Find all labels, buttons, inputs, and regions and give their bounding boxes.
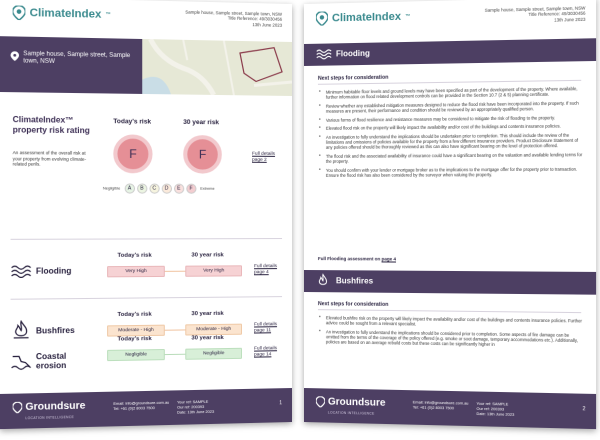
footer-refs	[177, 400, 214, 416]
location-pin-icon	[316, 11, 328, 25]
climateindex-logo	[13, 5, 111, 22]
today-risk-heading: Today's risk	[117, 335, 152, 343]
footer-email: Email: info@groundsure.com.au	[113, 400, 170, 406]
location-pin-icon	[13, 5, 26, 20]
full-assessment-link[interactable]: page 4	[381, 256, 397, 262]
scale-low-label: Negligible	[102, 186, 121, 191]
section-header-flooding	[304, 38, 596, 66]
brand-name: ClimateIndex	[29, 6, 102, 21]
risk-name: Bushfires	[35, 325, 75, 336]
next-steps-heading: Next steps for consideration	[317, 74, 389, 82]
future-risk-pill: Moderate - High	[185, 324, 242, 336]
footer-date: Date: 13th June 2023	[177, 409, 215, 415]
footer-our-ref: Our ref: 200393	[177, 404, 205, 410]
grade-c: C	[149, 184, 159, 194]
section-title: Flooding	[335, 48, 370, 59]
risk-row-coastal-erosion	[0, 330, 292, 392]
list-item: • Review whether any established mitigation measures designed to reduce the flood risk have been incorporated into the property. If such measures are present, their performance and condition should be reviewed by an appropriately qualified person.	[318, 100, 583, 114]
grade-d: D	[161, 184, 171, 194]
footer-our-ref: Our ref: 200393	[476, 406, 505, 412]
section-header-bushfires	[304, 270, 596, 295]
next-steps-heading: Next steps for consideration	[317, 301, 389, 308]
scale-high-label: Extreme	[200, 186, 215, 191]
list-item: • An investigation to fully understand the implications should be considered prior to completion. Some aspects of fire damage can be omitted from the terms of the coverage of the policy offered (e.g. smoke or soot damage, temporary accommodations etc.). Additionally, policies are based on an average rebuild costs but these costs can be significantly higher in	[318, 329, 583, 349]
footer-your-ref: Your ref: SAMPLE	[177, 399, 209, 405]
future-risk-heading: 30 year risk	[183, 118, 219, 127]
groundsure-name: Groundsure	[327, 396, 386, 409]
coast-icon	[11, 352, 32, 371]
full-details-link[interactable]: Full details page 14	[254, 346, 277, 358]
footer-tel: Tel: +61 (0)2 8003 7500	[412, 405, 454, 411]
page-footer	[304, 388, 596, 429]
grade-b: B	[137, 183, 147, 193]
property-hero	[0, 36, 292, 96]
location-pin-icon	[11, 51, 19, 61]
grade-f: F	[186, 184, 196, 194]
footer-refs	[476, 402, 514, 418]
report-spread	[8, 4, 592, 428]
grade-scale	[101, 183, 217, 193]
header-address: Sample house, Sample street, Sample town, NSW	[484, 5, 586, 13]
rating-description: An assessment of the overall risk at your property from evolving climate-related perils.	[12, 150, 87, 167]
groundsure-logo	[13, 400, 86, 413]
future-risk-heading: 30 year risk	[191, 310, 224, 318]
risk-name: Coastal erosion	[35, 351, 67, 371]
climateindex-logo	[316, 10, 410, 26]
report-page-1	[0, 0, 292, 429]
page-header	[0, 0, 292, 40]
flame-icon	[316, 273, 330, 287]
full-details-link[interactable]: Full details page 2	[252, 151, 275, 163]
bushfires-bullets	[318, 315, 583, 352]
header-address: Sample house, Sample street, Sample town, NSW	[185, 9, 283, 17]
groundsure-logo	[316, 396, 386, 409]
future-risk-pill: Negligible	[185, 348, 242, 360]
footer-tel: Tel: +61 (0)2 8003 7500	[113, 406, 155, 412]
footer-date: Date: 13th June 2023	[476, 411, 515, 417]
property-address-panel	[0, 36, 142, 94]
property-risk-rating	[0, 100, 292, 190]
property-address: Sample house, Sample street, Sample town, NSW	[23, 51, 131, 66]
today-risk-pill: Moderate - High	[107, 325, 165, 337]
list-item: • Minimum habitable floor levels and ground levels may have been specified as part of the development of the property. Where available, further information on flood related development controls can be provided in the Section 10.7 (2 & 5) planning certificate.	[318, 86, 583, 100]
full-details-link[interactable]: Full details page 4	[254, 264, 277, 276]
risk-row-flooding	[0, 238, 292, 299]
brand-name: ClimateIndex	[331, 10, 402, 25]
trademark: ™	[405, 13, 411, 20]
groundsure-name: Groundsure	[25, 400, 86, 414]
page-footer	[0, 388, 292, 429]
today-risk-heading: Today's risk	[117, 311, 152, 319]
rating-title: ClimateIndex™ property risk rating	[12, 114, 90, 135]
section-title: Bushfires	[335, 276, 374, 286]
groundsure-tagline: LOCATION INTELLIGENCE	[25, 415, 75, 421]
future-risk-pill: Very High	[185, 265, 242, 276]
grade-e: E	[174, 184, 184, 194]
header-meta	[185, 9, 282, 28]
location-pin-icon	[316, 396, 325, 407]
today-risk-heading: Today's risk	[117, 252, 152, 259]
waves-icon	[316, 46, 332, 60]
grade-a: A	[124, 183, 134, 193]
report-page-2	[304, 0, 596, 429]
header-date: 13th June 2023	[252, 21, 283, 28]
page-header	[304, 0, 596, 40]
page-number: 1	[279, 400, 283, 407]
map-image	[142, 39, 292, 96]
full-assessment-text: Full Flooding assessment on	[317, 256, 382, 262]
flooding-bullets	[318, 86, 583, 181]
future-risk-heading: 30 year risk	[191, 334, 224, 342]
list-item: • Various forms of flood resilience and resistance measures may be considered to mitigate the risk of flooding to the property.	[318, 114, 583, 122]
today-risk-heading: Today's risk	[113, 118, 152, 126]
waves-icon	[11, 263, 32, 278]
header-meta	[485, 5, 586, 24]
list-item: • Elevated bushfire risk on the property will likely impact the availability and/or cost of the buildings and contents insurance policies. Further advice could be sought from a relevant specialist.	[318, 315, 583, 329]
list-item: • The flood risk and the associated availability of insurance could have a significant bearing on the valuation and available lending terms for the property.	[318, 152, 583, 164]
property-map	[142, 39, 292, 96]
future-risk-heading: 30 year risk	[191, 252, 224, 259]
future-grade-circle: F	[183, 135, 222, 174]
today-risk-pill: Negligible	[107, 349, 165, 361]
location-pin-icon	[13, 402, 23, 414]
header-date: 13th June 2023	[554, 16, 586, 23]
full-flooding-assessment	[318, 256, 396, 261]
groundsure-tagline: LOCATION INTELLIGENCE	[327, 410, 375, 416]
list-item: • An investigation to fully understand the implications should be undertaken prior to completion. This should include the review of the limitations and omissions of policies available for the property from a few different insurance providers. Product Disclosure Statement of any policies offered should be thoroughly reviewed as this can also have significant bearing on the level of protection offered.	[318, 132, 583, 150]
footer-email: Email: info@groundsure.com.au	[412, 400, 469, 406]
list-item: • Elevated flood risk on the property will likely impact the availability and/or cost of the buildings and contents insurance policies.	[318, 123, 583, 131]
full-details-link[interactable]: Full details page 11	[254, 322, 277, 334]
footer-contact	[113, 401, 169, 412]
trademark: ™	[105, 11, 111, 18]
today-grade-circle: F	[113, 134, 152, 173]
footer-contact	[413, 400, 469, 411]
list-item: • You should confirm with your lender or mortgage broker as to the implications to the mortgage offer for the property prior to transaction. Ensure the flood risk has also been considered by the surveyor when valuing the property.	[318, 166, 583, 178]
risk-name: Flooding	[35, 266, 72, 276]
footer-your-ref: Your ref: SAMPLE	[476, 401, 509, 407]
today-risk-pill: Very High	[107, 266, 165, 278]
page-number: 2	[582, 406, 586, 413]
header-title-ref: Title Reference: 49/3030456	[528, 10, 586, 18]
header-title-ref: Title Reference: 49/3030456	[227, 15, 283, 23]
